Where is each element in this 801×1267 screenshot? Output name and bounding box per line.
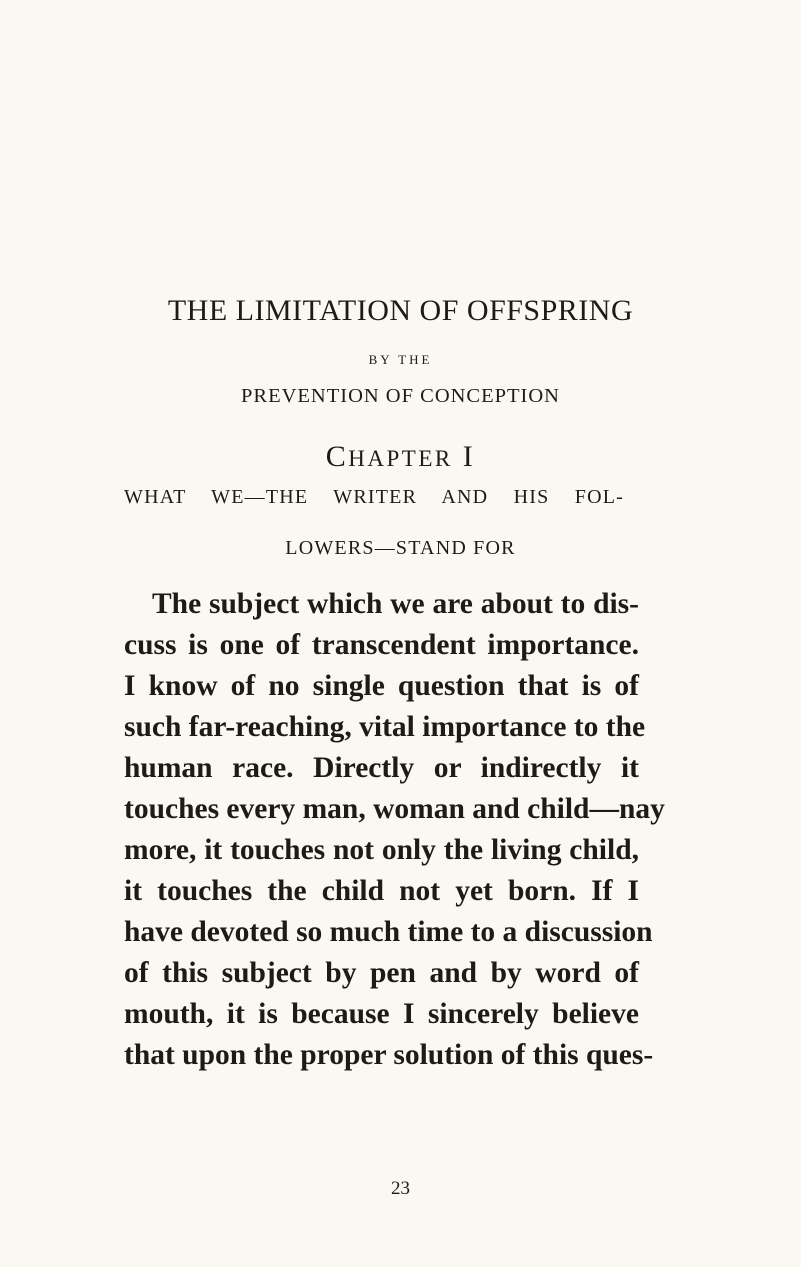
body-line: mouth, it is because I sincerely believe <box>124 998 639 1030</box>
body-line: The subject which we are about to dis- <box>152 588 639 620</box>
body-line: I know of no single question that is of <box>124 670 639 702</box>
body-line: more, it touches not only the living child, <box>124 834 639 866</box>
body-line: touches every man, woman and child—nay <box>124 793 665 825</box>
body-line: such far-reaching, vital importance to the <box>124 711 646 743</box>
page-number: 23 <box>391 1178 410 1199</box>
body-line: human race. Directly or indirectly it <box>124 752 639 784</box>
chapter-label-initial: C <box>325 440 349 473</box>
chapter-label-rest: HAPTER <box>348 446 453 471</box>
body-line: have devoted so much time to a discussion <box>124 916 653 948</box>
body-paragraph <box>124 584 665 1076</box>
chapter-heading <box>0 440 801 474</box>
book-title: THE LIMITATION OF OFFSPRING <box>167 294 634 327</box>
chapter-subheading-line-2: LOWERS—STAND FOR <box>285 537 516 559</box>
body-line: that upon the proper solution of this ques- <box>124 1039 654 1071</box>
title-connector: BY THE <box>368 352 433 367</box>
chapter-number: I <box>462 440 476 473</box>
body-line: it touches the child not yet born. If I <box>124 875 639 907</box>
book-subtitle: PREVENTION OF CONCEPTION <box>241 385 560 407</box>
body-line: cuss is one of transcendent importance. <box>124 629 639 661</box>
chapter-subheading-line-1: WHAT WE—THE WRITER AND HIS FOL- <box>124 486 624 508</box>
body-line: of this subject by pen and by word of <box>124 957 639 989</box>
